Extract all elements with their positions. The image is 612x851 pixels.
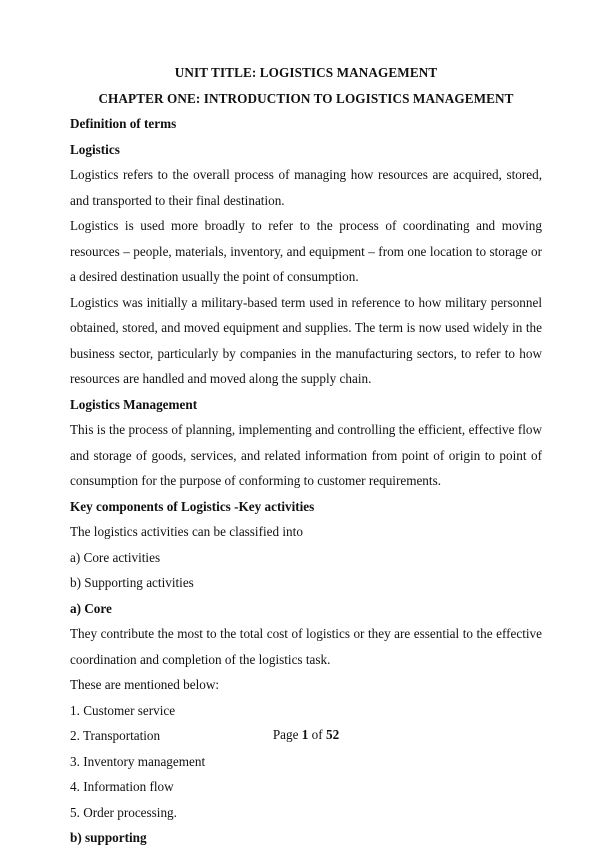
list-item-core-activities: a) Core activities: [70, 549, 161, 565]
heading-logistics-management: Logistics Management: [70, 396, 198, 412]
chapter-title: CHAPTER ONE: INTRODUCTION TO LOGISTICS MANAGEMENT: [98, 90, 514, 106]
list-item: 5. Order processing.: [70, 804, 177, 820]
list-item: 3. Inventory management: [70, 753, 206, 769]
heading-core: a) Core: [70, 600, 112, 616]
footer-total-pages: 52: [325, 727, 340, 742]
unit-title: UNIT TITLE: LOGISTICS MANAGEMENT: [174, 65, 438, 80]
heading-supporting: b) supporting: [70, 830, 147, 845]
heading-logistics: Logistics: [70, 141, 120, 157]
list-item: 2. Transportation: [70, 728, 161, 743]
paragraph-logistics-definition: Logistics refers to the overall process of managing how resources are acquired, stored, and transported to their final destination.: [70, 167, 542, 208]
footer-middle: of: [308, 727, 326, 742]
footer-prefix: Page: [272, 727, 302, 742]
paragraph-logistics-broad: Logistics is used more broadly to refer to the process of coordinating and moving resources – people, materials, inventory, and equipment – from one location to storage or a desired destination usually the point of consumption.: [70, 218, 542, 284]
page-footer: [0, 726, 612, 744]
heading-definition-of-terms: Definition of terms: [70, 116, 177, 131]
list-item-supporting-activities: b) Supporting activities: [70, 575, 194, 590]
footer-current-page: 1: [301, 727, 309, 742]
paragraph-mentioned-below: These are mentioned below:: [70, 677, 220, 692]
paragraph-logistics-military-origin: Logistics was initially a military-based term used in reference to how military personnel obtained, stored, and moved equipment and supplies. The term is now used widely in the business sector, particularly by companies in the manufacturing sectors, to refer to how resources are handled and moved along the supply chain.: [70, 294, 542, 386]
heading-key-components: Key components of Logistics -Key activities: [70, 498, 315, 514]
list-item: 1. Customer service: [70, 702, 176, 718]
paragraph-classification-intro: The logistics activities can be classified into: [70, 524, 303, 539]
paragraph-core-description: They contribute the most to the total cost of logistics or they are essential to the effective coordination and completion of the logistics task.: [70, 626, 542, 667]
list-item: 4. Information flow: [70, 779, 174, 794]
paragraph-logistics-management-definition: This is the process of planning, implementing and controlling the efficient, effective flow and storage of goods, services, and related information from point of origin to point of consumption for the purpose of conforming to customer requirements.: [70, 422, 542, 488]
